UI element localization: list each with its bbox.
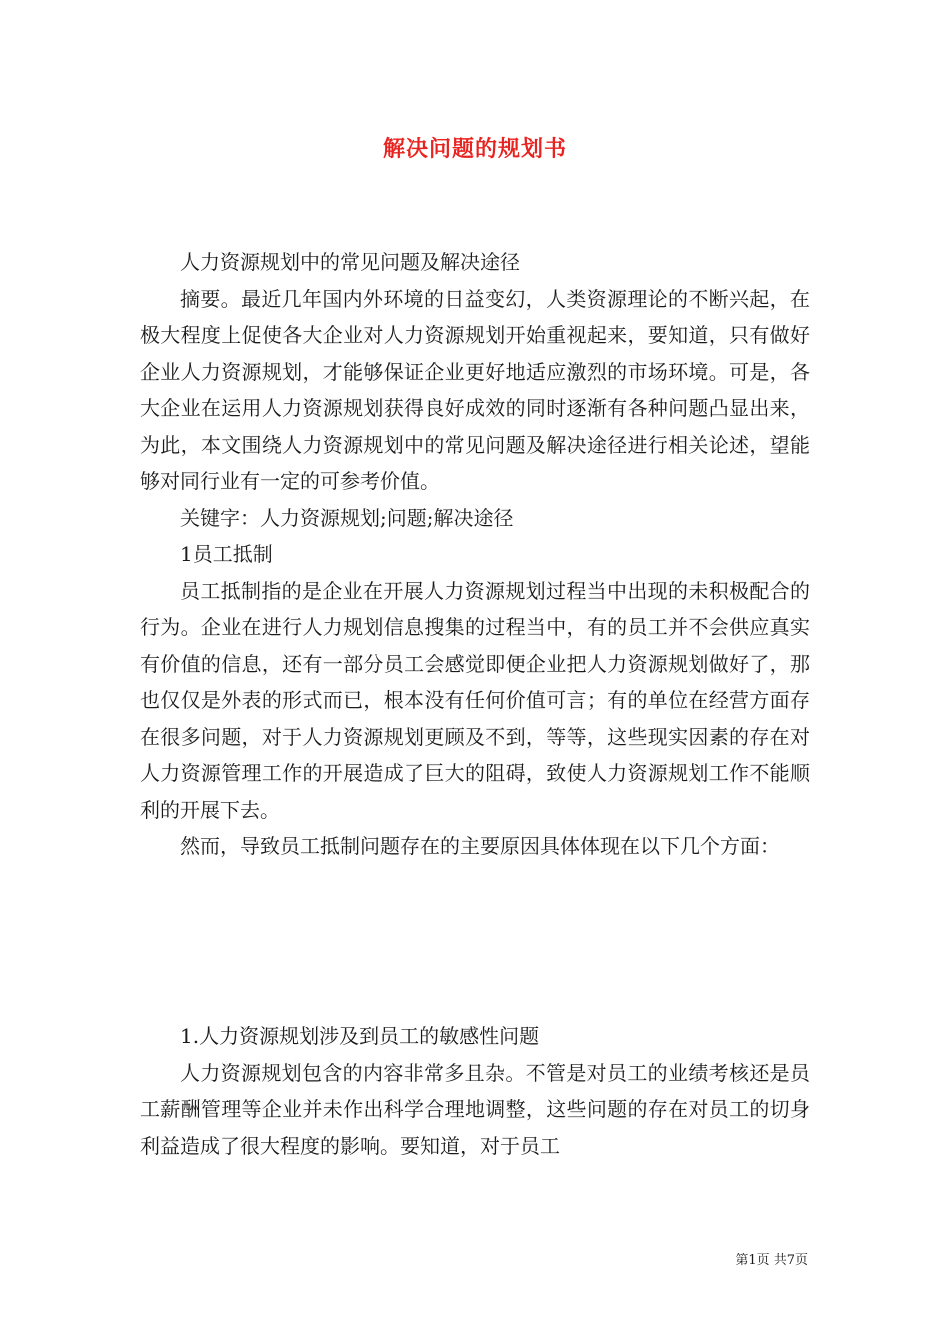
body-block-1 — [140, 244, 810, 865]
body-paragraph: 人力资源规划包含的内容非常多且杂。不管是对员工的业绩考核还是员工薪酬管理等企业并未作出科学合理地调整，这些问题的存在对员工的切身利益造成了很大程度的影响。要知道，对于员工 — [140, 1060, 810, 1158]
keywords-paragraph: 关键字：人力资源规划;问题;解决途径 — [180, 505, 514, 530]
body-block-2 — [140, 1018, 810, 1164]
subheading-sensitive-issues: 1.人力资源规划涉及到员工的敏感性问题 — [180, 1024, 540, 1048]
abstract-paragraph: 摘要。最近几年国内外环境的日益变幻，人类资源理论的不断兴起，在极大程度上促使各大企业对人力资源规划开始重视起来，要知道，只有做好企业人力资源规划，才能够保证企业更好地适应激烈的市场环境。可是，各大企业在运用人力资源规划获得良好成效的同时逐渐有各种问题凸显出来，为此，本文围绕人力资源规划中的常见问题及解决途径进行相关论述，望能够对同行业有一定的可参考价值。 — [140, 286, 810, 493]
section-heading: 人力资源规划中的常见问题及解决途径 — [180, 250, 520, 274]
body-paragraph: 然而，导致员工抵制问题存在的主要原因具体体现在以下几个方面： — [180, 834, 780, 858]
document-title: 解决问题的规划书 — [382, 136, 567, 162]
page-number: 第1页 共7页 — [735, 1253, 808, 1268]
body-paragraph: 员工抵制指的是企业在开展人力资源规划过程当中出现的未积极配合的行为。企业在进行人力规划信息搜集的过程当中，有的员工并不会供应真实有价值的信息，还有一部分员工会感觉即便企业把人力资源规划做好了，那也仅仅是外表的形式而已，根本没有任何价值可言；有的单位在经营方面存在很多问题，对于人力资源规划更顾及不到，等等，这些现实因素的存在对人力资源管理工作的开展造成了巨大的阻碍，致使人力资源规划工作不能顺利的开展下去。 — [140, 578, 810, 822]
subheading-employee-resistance: 1员工抵制 — [180, 542, 273, 566]
